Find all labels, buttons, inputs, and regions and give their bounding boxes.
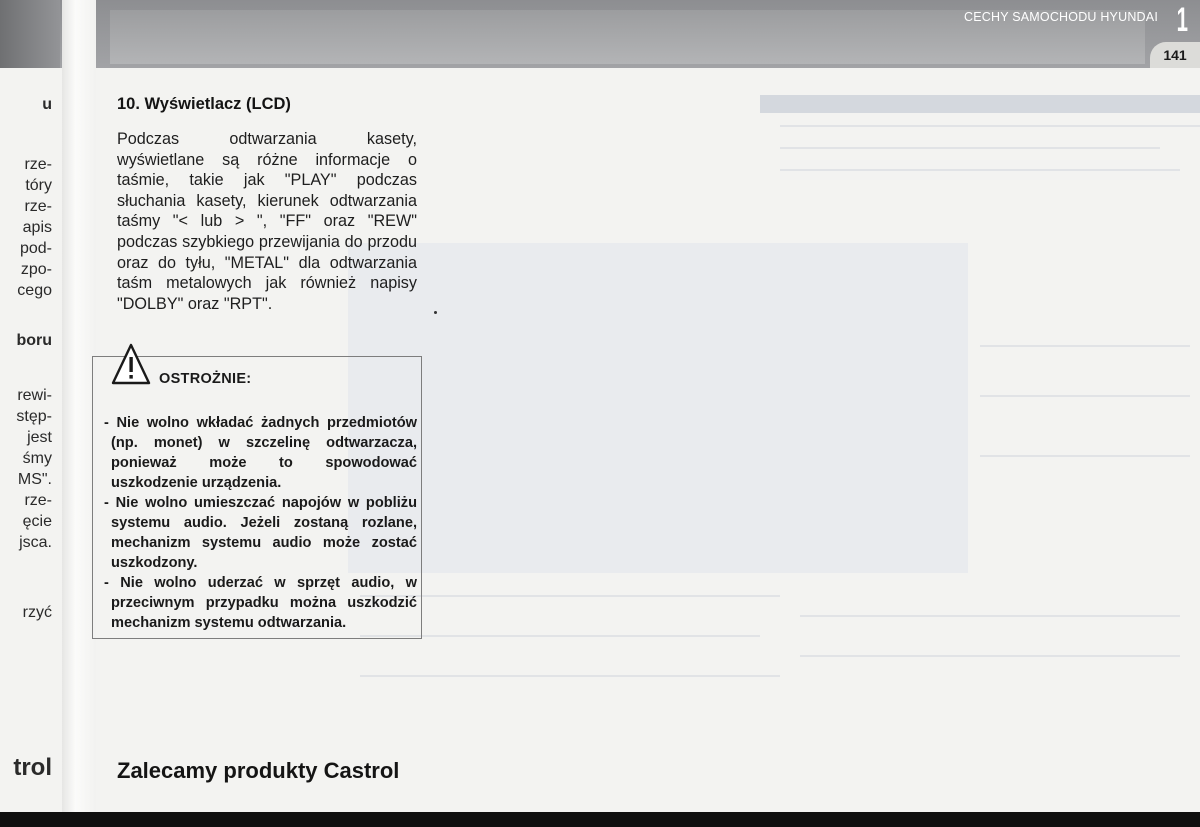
warning-triangle-icon — [111, 343, 151, 389]
show-through-line — [800, 655, 1180, 657]
show-through-line — [980, 345, 1190, 347]
chapter-number: 1 — [1176, 1, 1188, 39]
page-number: 141 — [1150, 42, 1200, 68]
facing-page-text: MS". — [17, 471, 52, 488]
facing-page-text: ęcie — [22, 513, 52, 530]
facing-page-fragment — [0, 70, 58, 812]
show-through-line — [360, 675, 780, 677]
show-through-line — [980, 455, 1190, 457]
caution-list — [104, 413, 417, 633]
show-through-line — [780, 169, 1180, 171]
bottom-edge — [0, 812, 1200, 827]
caution-item: - Nie wolno umieszczać napojów w pobliżu systemu audio. Jeżeli zostaną rozlane, mechanizm systemu audio może zostać uszkodzony. — [104, 493, 417, 573]
facing-page-text: trol — [13, 754, 52, 781]
caution-header — [111, 357, 251, 389]
facing-page-text: u — [42, 96, 52, 113]
show-through-line — [980, 395, 1190, 397]
facing-page-text: stęp- — [16, 408, 52, 425]
facing-page-text: tóry — [25, 177, 52, 194]
show-through-photo — [348, 243, 968, 573]
show-through-line — [800, 615, 1180, 617]
facing-page-text: boru — [16, 332, 52, 349]
facing-page-text: zpo- — [20, 261, 52, 278]
castrol-heading: Zalecamy produkty Castrol — [117, 758, 400, 783]
section-body: Podczas odtwarzania kasety, wyświetlane są różne informacje o taśmie, takie jak "PLAY" podczas słuchania kasety, kierunek odtwarzania taśmy "< lub > ", "FF" oraz "REW" podczas szybkiego przewijania do przodu oraz do tyłu, "METAL" dla odtwarzania taśm metalowych jak również napisy "DOLBY" oraz "RPT". — [117, 130, 417, 313]
facing-page-text: rewi- — [17, 387, 52, 404]
lcd-section — [117, 95, 417, 314]
facing-page-text: jsca. — [19, 534, 52, 551]
facing-page-text: cego — [17, 282, 52, 299]
show-through-line — [780, 125, 1200, 127]
facing-page-text: jest — [27, 429, 52, 446]
facing-page-text: pod- — [19, 240, 52, 257]
page-binding — [62, 0, 96, 827]
show-through-background — [340, 95, 1200, 775]
running-head: CECHY SAMOCHODU HYUNDAI — [964, 10, 1158, 24]
header-band-left-edge — [0, 0, 60, 68]
caution-item: - Nie wolno uderzać w sprzęt audio, w przeciwnym przypadku można uszkodzić mechanizm systemu odtwarzania. — [104, 573, 417, 633]
caution-title: OSTROŻNIE: — [159, 371, 252, 387]
facing-page-text: rze- — [24, 198, 52, 215]
show-through-heading — [760, 95, 1200, 113]
section-title: 10. Wyświetlacz (LCD) — [117, 95, 291, 113]
show-through-line — [360, 595, 780, 597]
show-through-line — [780, 147, 1160, 149]
speck — [434, 311, 437, 314]
facing-page-text: rze- — [24, 156, 52, 173]
caution-item: - Nie wolno wkładać żadnych przedmiotów (np. monet) w szczelinę odtwarzacza, ponieważ może to spowodować uszkodzenie urządzenia. — [104, 413, 417, 493]
facing-page-text: śmy — [22, 450, 52, 467]
facing-page-text: rze- — [24, 492, 52, 509]
facing-page-text: rzyć — [22, 604, 52, 621]
facing-page-text: apis — [22, 219, 52, 236]
caution-box — [92, 356, 422, 639]
